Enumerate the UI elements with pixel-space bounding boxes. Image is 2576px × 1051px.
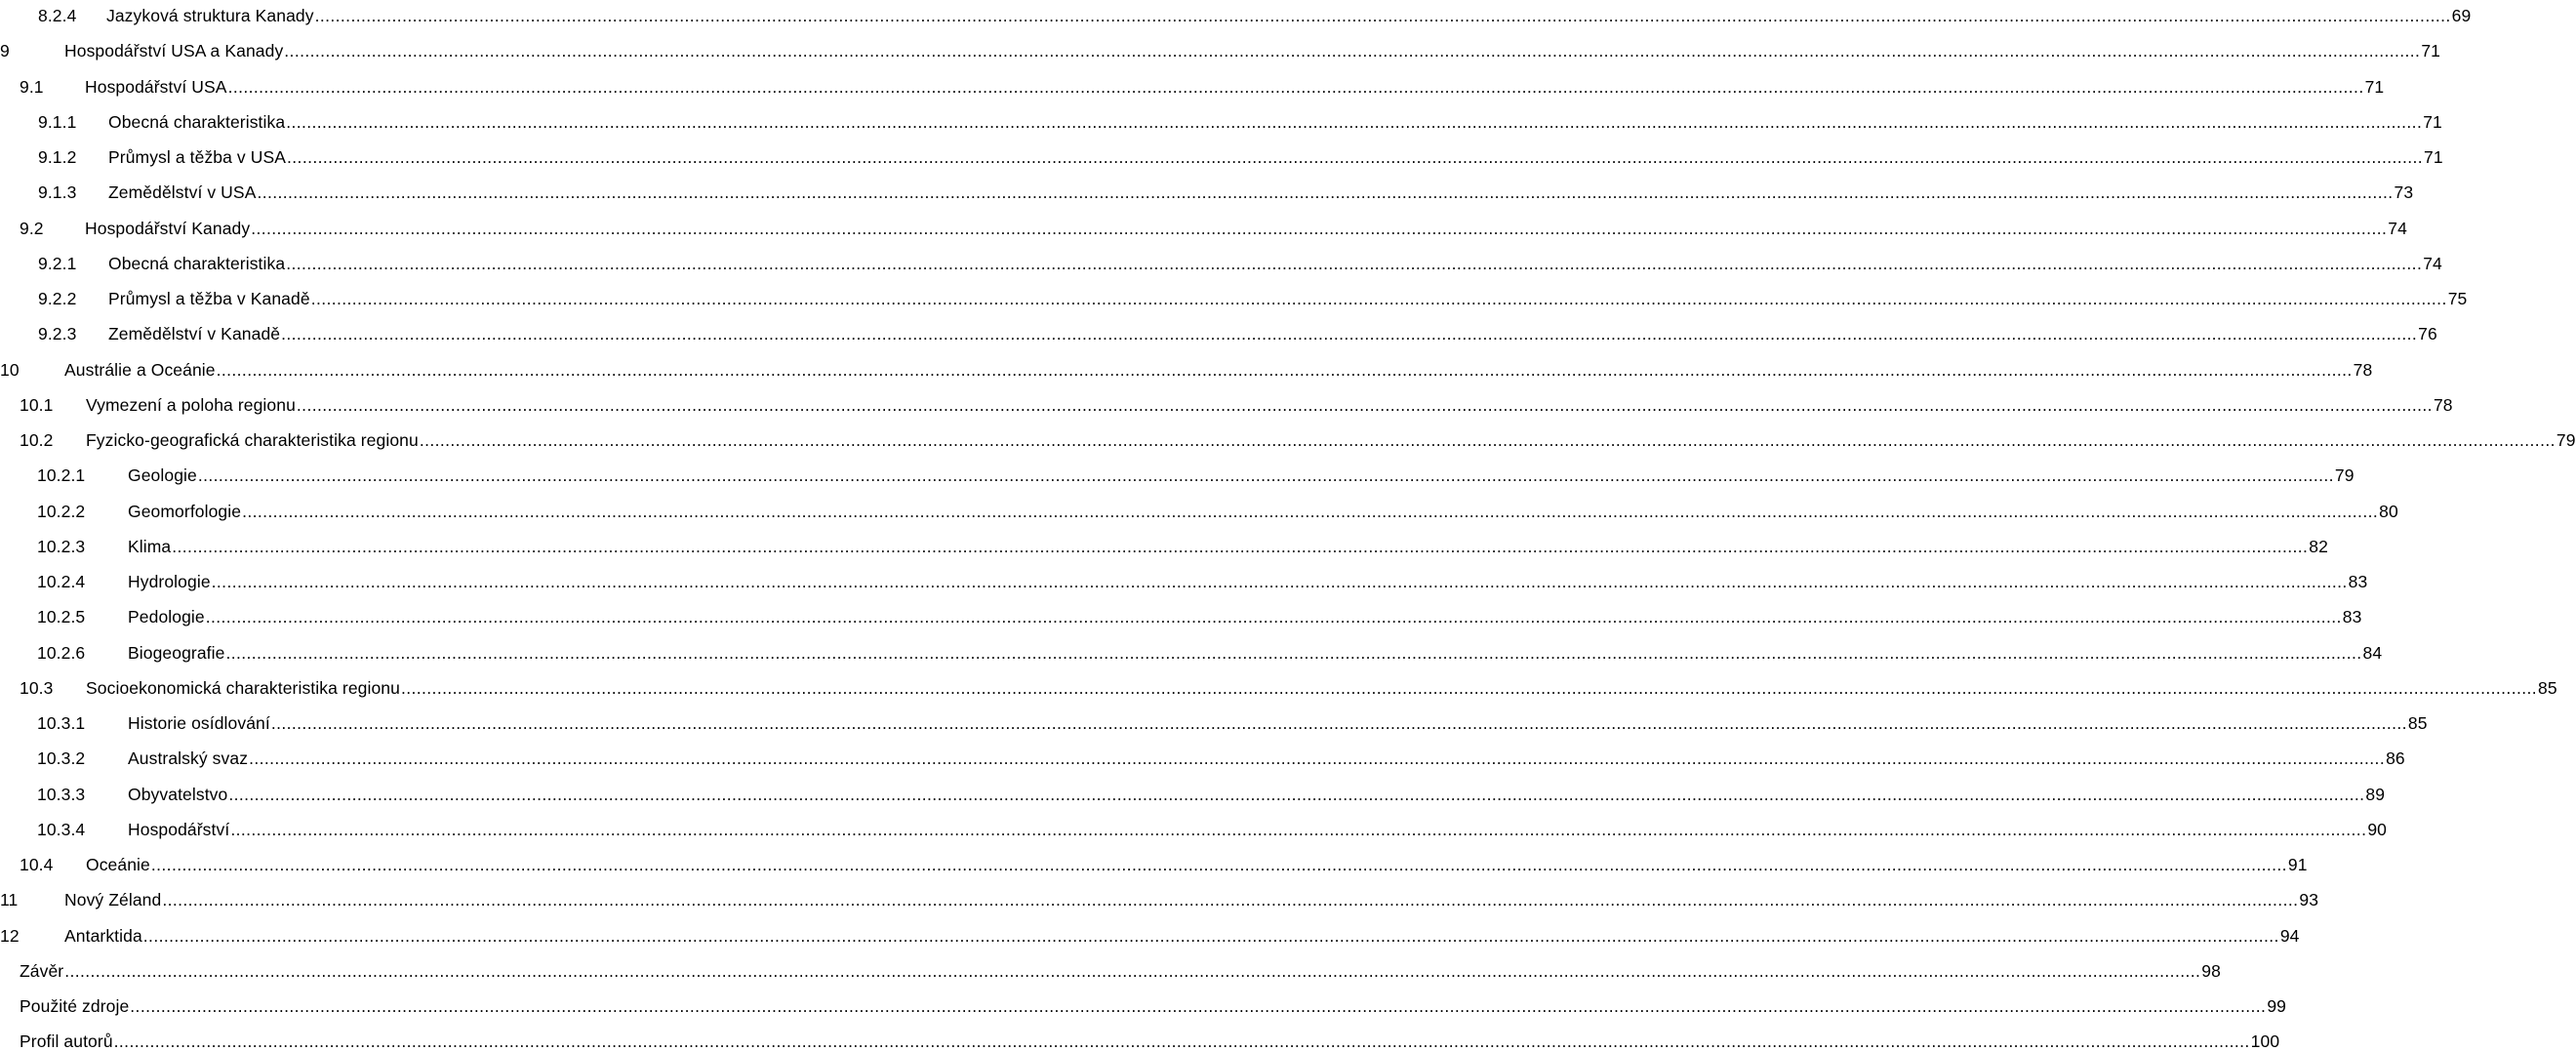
toc-entry-page-number: 71 [2421, 41, 2440, 61]
toc-entry-number: 10.2.2 [37, 501, 86, 521]
toc-entry-page-number: 75 [2447, 289, 2468, 308]
toc-entry-number: 11 [0, 890, 19, 910]
toc-entry-page-number: 76 [2418, 324, 2437, 344]
toc-entry-page-number: 86 [2386, 748, 2405, 769]
toc-entry-number: 10.3.3 [37, 784, 86, 804]
toc-entry-title: Průmysl a těžba v Kanadě [108, 289, 310, 308]
toc-entry[interactable] [0, 496, 2398, 521]
toc-entry-title: Geomorfologie [128, 501, 242, 521]
toc-dot-leader: ................................................................................................................................................................................................................................................................................................................................................................................................................................ [211, 572, 2348, 591]
toc-entry-title: Oceánie [86, 855, 150, 874]
toc-entry-title: Jazyková struktura Kanady [106, 6, 314, 25]
toc-entry[interactable] [0, 35, 2440, 61]
toc-entry-page-number: 78 [2433, 394, 2453, 415]
toc-entry-number: 12 [0, 925, 20, 946]
toc-entry[interactable] [0, 0, 2472, 25]
toc-dot-leader: ................................................................................................................................................................................................................................................................................................................................................................................................................................ [225, 642, 2362, 663]
toc-entry-page-number: 91 [2287, 855, 2308, 874]
toc-dot-leader: ................................................................................................................................................................................................................................................................................................................................................................................................................................ [205, 607, 2342, 627]
toc-entry[interactable] [0, 672, 2557, 698]
toc-entry[interactable] [0, 354, 2373, 380]
toc-entry[interactable] [0, 637, 2383, 663]
toc-entry-number: 9.1.2 [38, 147, 77, 167]
toc-entry-number: 9.2.3 [38, 324, 77, 344]
toc-dot-leader: ................................................................................................................................................................................................................................................................................................................................................................................................................................ [142, 925, 2279, 946]
toc-entry-title: Klima [128, 536, 172, 556]
toc-entry-title: Geologie [128, 465, 197, 486]
toc-entry[interactable] [0, 990, 2286, 1016]
toc-dot-leader: ................................................................................................................................................................................................................................................................................................................................................................................................................................ [419, 430, 2556, 450]
toc-entry[interactable] [0, 283, 2468, 308]
toc-dot-leader: ................................................................................................................................................................................................................................................................................................................................................................................................................................ [113, 1031, 2250, 1051]
toc-dot-leader: ................................................................................................................................................................................................................................................................................................................................................................................................................................ [400, 677, 2537, 698]
toc-entry-number: 10.2.1 [37, 465, 86, 486]
toc-dot-leader: ................................................................................................................................................................................................................................................................................................................................................................................................................................ [64, 960, 2201, 981]
toc-entry-title: Závěr [20, 960, 64, 981]
toc-dot-leader: ................................................................................................................................................................................................................................................................................................................................................................................................................................ [228, 784, 2365, 804]
toc-entry[interactable] [0, 707, 2428, 733]
toc-entry-title: Fyzicko-geografická charakteristika regionu [86, 430, 419, 450]
toc-entry-number: 9.2.1 [38, 253, 77, 273]
toc-dot-leader: ................................................................................................................................................................................................................................................................................................................................................................................................................................ [130, 996, 2267, 1016]
toc-dot-leader: ................................................................................................................................................................................................................................................................................................................................................................................................................................ [270, 713, 2407, 733]
toc-dot-leader: ................................................................................................................................................................................................................................................................................................................................................................................................................................ [296, 394, 2433, 415]
toc-entry-number: 10.3.2 [37, 748, 86, 769]
toc-entry-page-number: 78 [2353, 359, 2373, 380]
toc-entry[interactable] [0, 318, 2437, 344]
toc-dot-leader: ................................................................................................................................................................................................................................................................................................................................................................................................................................ [287, 147, 2424, 167]
toc-dot-leader: ................................................................................................................................................................................................................................................................................................................................................................................................................................ [242, 501, 2379, 521]
toc-entry-title: Biogeografie [128, 642, 225, 663]
toc-entry[interactable] [0, 849, 2308, 874]
toc-entry[interactable] [0, 601, 2362, 627]
toc-entry-title: Obecná charakteristika [108, 111, 286, 132]
toc-dot-leader: ................................................................................................................................................................................................................................................................................................................................................................................................................................ [216, 359, 2353, 380]
toc-entry[interactable] [0, 141, 2443, 167]
toc-entry[interactable] [0, 177, 2414, 203]
toc-dot-leader: ................................................................................................................................................................................................................................................................................................................................................................................................................................ [257, 182, 2394, 203]
toc-dot-leader: ................................................................................................................................................................................................................................................................................................................................................................................................................................ [230, 819, 2367, 839]
toc-entry-number: 10.1 [20, 394, 54, 415]
toc-entry-page-number: 98 [2201, 960, 2221, 981]
toc-entry[interactable] [0, 531, 2328, 556]
toc-entry[interactable] [0, 106, 2442, 132]
toc-entry-page-number: 69 [2451, 6, 2472, 25]
toc-entry-title: Průmysl a těžba v USA [108, 147, 287, 167]
toc-dot-leader: ................................................................................................................................................................................................................................................................................................................................................................................................................................ [284, 41, 2421, 61]
toc-dot-leader: ................................................................................................................................................................................................................................................................................................................................................................................................................................ [310, 289, 2447, 308]
toc-entry[interactable] [0, 389, 2453, 415]
toc-dot-leader: ................................................................................................................................................................................................................................................................................................................................................................................................................................ [286, 111, 2423, 132]
toc-dot-leader: ................................................................................................................................................................................................................................................................................................................................................................................................................................ [172, 536, 2309, 556]
toc-entry-number: 8.2.4 [38, 6, 77, 25]
toc-entry-page-number: 93 [2299, 890, 2319, 910]
toc-entry-title: Antarktida [64, 925, 142, 946]
toc-entry-title: Austrálie a Oceánie [64, 359, 216, 380]
toc-dot-leader: ................................................................................................................................................................................................................................................................................................................................................................................................................................ [281, 324, 2418, 344]
toc-dot-leader: ................................................................................................................................................................................................................................................................................................................................................................................................................................ [286, 253, 2423, 273]
toc-entry-number: 10.2 [20, 430, 54, 450]
toc-entry-title: Zemědělství v USA [108, 182, 257, 203]
toc-entry-title: Obecná charakteristika [108, 253, 286, 273]
toc-entry[interactable] [0, 248, 2442, 273]
toc-entry-title: Hospodářství Kanady [85, 218, 251, 238]
toc-entry-page-number: 100 [2250, 1031, 2280, 1051]
toc-entry[interactable] [0, 566, 2368, 591]
toc-entry-page-number: 89 [2365, 784, 2386, 804]
toc-dot-leader: ................................................................................................................................................................................................................................................................................................................................................................................................................................ [314, 6, 2451, 25]
toc-entry-number: 10 [0, 359, 20, 380]
toc-entry-number: 10.2.5 [37, 607, 86, 627]
toc-entry-page-number: 71 [2364, 76, 2385, 97]
toc-dot-leader: ................................................................................................................................................................................................................................................................................................................................................................................................................................ [251, 218, 2388, 238]
toc-entry[interactable] [0, 743, 2405, 769]
toc-entry-title: Profil autorů [20, 1031, 113, 1051]
toc-entry[interactable] [0, 424, 2576, 450]
toc-entry-title: Hospodářství USA [85, 76, 227, 97]
toc-entry-page-number: 74 [2423, 253, 2442, 273]
toc-entry-title: Hospodářství USA a Kanady [64, 41, 284, 61]
toc-entry[interactable] [0, 884, 2319, 910]
toc-entry-page-number: 82 [2309, 536, 2328, 556]
toc-entry-page-number: 84 [2362, 642, 2383, 663]
toc-entry-page-number: 85 [2538, 677, 2557, 698]
toc-entry[interactable] [0, 920, 2300, 946]
toc-entry-number: 10.2.4 [37, 572, 86, 591]
toc-dot-leader: ................................................................................................................................................................................................................................................................................................................................................................................................................................ [197, 465, 2334, 486]
toc-entry-number: 9.1 [20, 76, 44, 97]
toc-entry-page-number: 94 [2279, 925, 2300, 946]
toc-entry-title: Hydrologie [128, 572, 211, 591]
toc-entry[interactable] [0, 814, 2387, 839]
toc-entry-title: Obyvatelstvo [128, 784, 228, 804]
toc-entry-number: 9 [0, 41, 10, 61]
toc-entry-number: 10.3.1 [37, 713, 86, 733]
toc-entry-page-number: 85 [2407, 713, 2428, 733]
toc-dot-leader: ................................................................................................................................................................................................................................................................................................................................................................................................................................ [162, 890, 2299, 910]
toc-entry[interactable] [0, 460, 2355, 486]
toc-entry-page-number: 99 [2267, 996, 2286, 1016]
toc-entry-page-number: 83 [2342, 607, 2362, 627]
toc-entry-page-number: 73 [2394, 182, 2414, 203]
toc-entry-title: Zemědělství v Kanadě [108, 324, 281, 344]
toc-dot-leader: ................................................................................................................................................................................................................................................................................................................................................................................................................................ [249, 748, 2386, 769]
toc-entry-title: Australský svaz [128, 748, 249, 769]
toc-entry-number: 9.1.1 [38, 111, 77, 132]
toc-entry[interactable] [0, 71, 2385, 97]
toc-entry-page-number: 79 [2556, 430, 2576, 450]
toc-entry-title: Nový Zéland [64, 890, 162, 910]
toc-entry-page-number: 90 [2367, 819, 2387, 839]
toc-entry-number: 10.4 [20, 855, 54, 874]
toc-entry-page-number: 71 [2424, 147, 2443, 167]
toc-entry-number: 9.2.2 [38, 289, 77, 308]
toc-entry-page-number: 83 [2348, 572, 2368, 591]
toc-dot-leader: ................................................................................................................................................................................................................................................................................................................................................................................................................................ [150, 855, 2287, 874]
toc-entry[interactable] [0, 779, 2386, 804]
toc-entry-title: Pedologie [128, 607, 205, 627]
toc-entry-title: Vymezení a poloha regionu [86, 394, 296, 415]
toc-entry-number: 10.2.6 [37, 642, 86, 663]
toc-entry-page-number: 80 [2379, 501, 2398, 521]
toc-entry-title: Historie osídlování [128, 713, 270, 733]
toc-dot-leader: ................................................................................................................................................................................................................................................................................................................................................................................................................................ [227, 76, 2364, 97]
toc-entry-number: 10.3.4 [37, 819, 86, 839]
toc-entry-number: 9.1.3 [38, 182, 77, 203]
toc-entry[interactable] [0, 213, 2407, 238]
toc-entry-page-number: 74 [2388, 218, 2407, 238]
toc-entry-title: Použité zdroje [20, 996, 130, 1016]
toc-entry-number: 9.2 [20, 218, 44, 238]
toc-entry-page-number: 71 [2423, 111, 2442, 132]
toc-entry[interactable] [0, 1026, 2280, 1051]
toc-entry-title: Socioekonomická charakteristika regionu [86, 677, 400, 698]
toc-entry-number: 10.3 [20, 677, 54, 698]
toc-entry-number: 10.2.3 [37, 536, 86, 556]
toc-entry-title: Hospodářství [128, 819, 230, 839]
toc-entry-page-number: 79 [2334, 465, 2355, 486]
toc-entry[interactable] [0, 955, 2221, 981]
